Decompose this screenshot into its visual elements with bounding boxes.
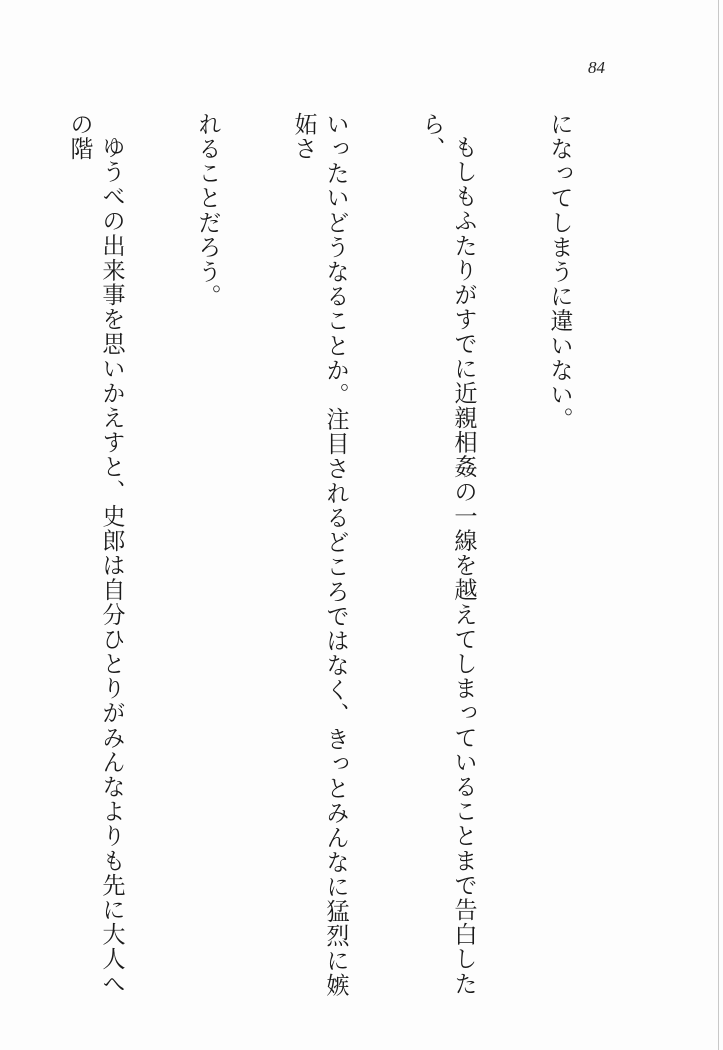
text-line: いったいどうなることか。注目されるどころではなく、きっとみんなに猛烈に嫉妬さ [290, 112, 349, 998]
text-line: ゆうべの出来事を思いかえすと、史郎は自分ひとりがみんなよりも先に大人への階 [66, 112, 125, 997]
text-line: になってしまうに違いない。 [546, 112, 573, 432]
page-edge [718, 0, 719, 1050]
vertical-body-text [0, 112, 639, 1012]
text-line: れることだろう。 [194, 112, 221, 309]
text-line: もしもふたりがすでに近親相姦の一線を越えてしまっていることまで告白したら、 [418, 112, 477, 997]
page-number: 84 [588, 58, 605, 77]
